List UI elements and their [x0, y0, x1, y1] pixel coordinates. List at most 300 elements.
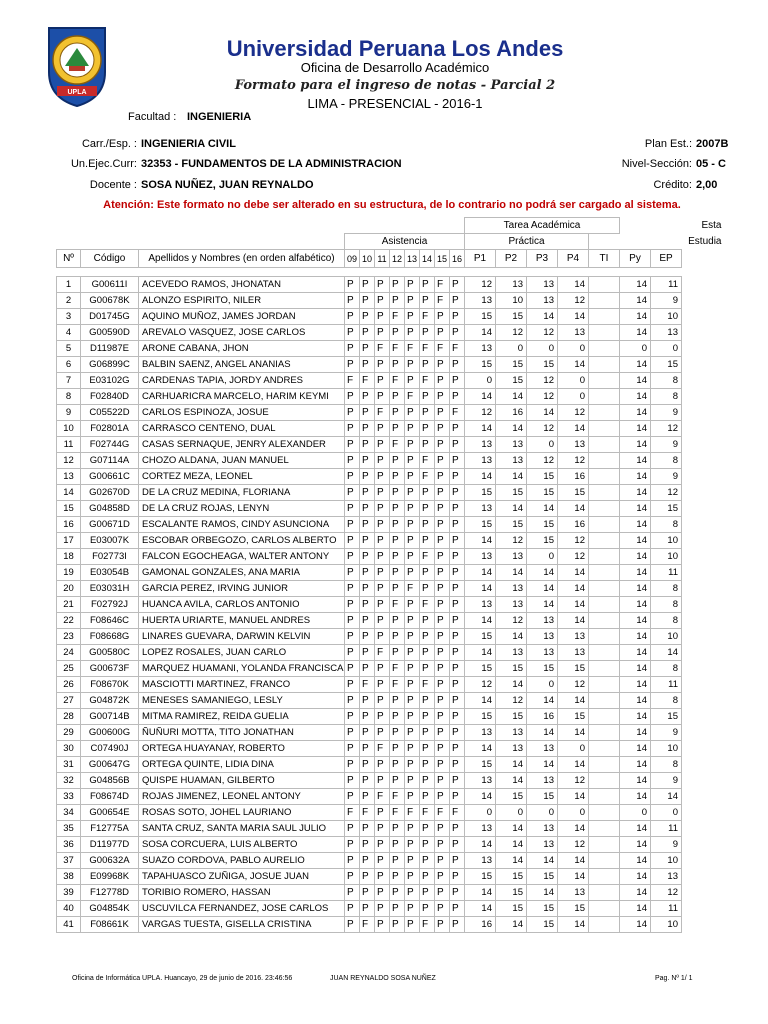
attendance-cell: P — [420, 901, 435, 917]
grade-p4: 14 — [558, 501, 589, 517]
attendance-cell: P — [405, 629, 420, 645]
attendance-cell: P — [345, 437, 360, 453]
grade-p2: 12 — [496, 325, 527, 341]
grade-p4: 12 — [558, 549, 589, 565]
grade-p3: 14 — [527, 853, 558, 869]
attendance-cell: P — [420, 325, 435, 341]
grade-py: 14 — [620, 837, 651, 853]
attendance-cell: P — [450, 309, 465, 325]
grade-ti — [589, 405, 620, 421]
estado-cell — [682, 917, 722, 933]
attendance-cell: P — [375, 821, 390, 837]
student-name: LINARES GUEVARA, DARWIN KELVIN — [139, 629, 345, 645]
grade-ti — [589, 645, 620, 661]
grade-py: 14 — [620, 901, 651, 917]
grade-p4: 12 — [558, 405, 589, 421]
grade-py: 14 — [620, 309, 651, 325]
student-name: ORTEGA QUINTE, LIDIA DINA — [139, 757, 345, 773]
attendance-cell: P — [375, 549, 390, 565]
estado-header-1: Esta — [701, 220, 722, 231]
grade-py: 14 — [620, 453, 651, 469]
attendance-cell: P — [345, 869, 360, 885]
attendance-cell: P — [390, 613, 405, 629]
student-name: DE LA CRUZ MEDINA, FLORIANA — [139, 485, 345, 501]
grade-p4: 14 — [558, 693, 589, 709]
grade-p2: 13 — [496, 581, 527, 597]
estado-cell — [682, 885, 722, 901]
grade-p3: 0 — [527, 805, 558, 821]
row-num: 20 — [57, 581, 81, 597]
attendance-cell: P — [360, 901, 375, 917]
grade-py: 14 — [620, 421, 651, 437]
attendance-cell: P — [375, 293, 390, 309]
attendance-cell: P — [405, 453, 420, 469]
attendance-cell: P — [360, 773, 375, 789]
attendance-cell: P — [360, 293, 375, 309]
student-name: QUISPE HUAMAN, GILBERTO — [139, 773, 345, 789]
attendance-cell: P — [405, 277, 420, 293]
attendance-cell: P — [450, 453, 465, 469]
attendance-cell: P — [405, 709, 420, 725]
attendance-cell: F — [390, 661, 405, 677]
attendance-cell: P — [435, 581, 450, 597]
grade-p2: 14 — [496, 821, 527, 837]
grade-p4: 14 — [558, 853, 589, 869]
grade-py: 14 — [620, 773, 651, 789]
form-title: Formato para el ingreso de notas - Parcial 2 — [234, 78, 556, 93]
student-name: MENESES SAMANIEGO, LESLY — [139, 693, 345, 709]
table-row — [57, 549, 722, 565]
attendance-cell: F — [420, 549, 435, 565]
attendance-cell: P — [390, 485, 405, 501]
attendance-cell: P — [375, 533, 390, 549]
grade-p3: 14 — [527, 309, 558, 325]
estado-cell — [682, 357, 722, 373]
row-num: 37 — [57, 853, 81, 869]
attendance-cell: P — [375, 485, 390, 501]
attendance-cell: P — [375, 613, 390, 629]
attendance-cell: P — [420, 741, 435, 757]
attendance-cell: F — [345, 805, 360, 821]
grade-p4: 14 — [558, 917, 589, 933]
attendance-cell: P — [405, 869, 420, 885]
attendance-cell: P — [345, 565, 360, 581]
grade-p4: 14 — [558, 757, 589, 773]
attendance-cell: P — [405, 901, 420, 917]
grade-py: 14 — [620, 885, 651, 901]
attendance-cell: P — [345, 469, 360, 485]
student-code: F08661K — [81, 917, 139, 933]
attendance-cell: P — [420, 757, 435, 773]
table-row — [57, 869, 722, 885]
attendance-cell: P — [405, 677, 420, 693]
grade-ep: 9 — [651, 293, 682, 309]
table-row — [57, 757, 722, 773]
grade-p3: 14 — [527, 405, 558, 421]
student-name: SUAZO CORDOVA, PABLO AURELIO — [139, 853, 345, 869]
table-row — [57, 837, 722, 853]
attendance-cell: P — [450, 645, 465, 661]
grade-ti — [589, 469, 620, 485]
attendance-cell: F — [405, 581, 420, 597]
table-row — [57, 629, 722, 645]
grade-p3: 13 — [527, 821, 558, 837]
table-row — [57, 709, 722, 725]
grade-p1: 14 — [465, 613, 496, 629]
attendance-cell: P — [390, 453, 405, 469]
attendance-cell: P — [420, 293, 435, 309]
estado-cell — [682, 469, 722, 485]
grade-p1: 14 — [465, 533, 496, 549]
grade-ti — [589, 693, 620, 709]
attendance-cell: P — [420, 645, 435, 661]
attendance-cell: F — [420, 677, 435, 693]
row-num: 30 — [57, 741, 81, 757]
grade-ti — [589, 389, 620, 405]
grade-ep: 9 — [651, 773, 682, 789]
grade-p2: 13 — [496, 597, 527, 613]
student-name: DE LA CRUZ ROJAS, LENYN — [139, 501, 345, 517]
row-num: 15 — [57, 501, 81, 517]
attendance-cell: P — [345, 821, 360, 837]
table-row — [57, 533, 722, 549]
attendance-cell: P — [345, 309, 360, 325]
grade-p3: 14 — [527, 725, 558, 741]
attendance-cell: P — [450, 741, 465, 757]
grade-p4: 14 — [558, 613, 589, 629]
grade-p1: 14 — [465, 325, 496, 341]
estado-cell — [682, 693, 722, 709]
attendance-cell: P — [345, 341, 360, 357]
attendance-cell: P — [450, 693, 465, 709]
attendance-cell: P — [375, 725, 390, 741]
attendance-cell: P — [375, 453, 390, 469]
attendance-cell: F — [375, 405, 390, 421]
credito-label: Crédito: — [653, 179, 692, 191]
estado-cell — [682, 725, 722, 741]
grade-p4: 12 — [558, 453, 589, 469]
attendance-cell: F — [390, 437, 405, 453]
estado-cell — [682, 645, 722, 661]
attendance-cell: P — [375, 773, 390, 789]
office-name: Oficina de Desarrollo Académico — [300, 60, 490, 75]
table-row — [57, 821, 722, 837]
estado-cell — [682, 901, 722, 917]
attendance-cell: P — [345, 549, 360, 565]
grade-ti — [589, 773, 620, 789]
attendance-cell: P — [450, 885, 465, 901]
attendance-cell: P — [345, 645, 360, 661]
attendance-cell: P — [375, 677, 390, 693]
grade-ep: 11 — [651, 677, 682, 693]
estado-cell — [682, 341, 722, 357]
facultad-label: Facultad : — [128, 111, 177, 123]
attendance-cell: P — [420, 421, 435, 437]
attendance-cell: P — [360, 277, 375, 293]
table-row — [57, 677, 722, 693]
grade-ti — [589, 565, 620, 581]
student-name: FALCON EGOCHEAGA, WALTER ANTONY — [139, 549, 345, 565]
attendance-cell: P — [360, 357, 375, 373]
student-name: ESCALANTE RAMOS, CINDY ASUNCIONA — [139, 517, 345, 533]
grade-p2: 15 — [496, 517, 527, 533]
grade-p4: 14 — [558, 597, 589, 613]
grade-ep: 8 — [651, 581, 682, 597]
grade-p3: 13 — [527, 629, 558, 645]
attendance-cell: P — [345, 501, 360, 517]
attendance-cell: P — [405, 421, 420, 437]
table-row — [57, 389, 722, 405]
attendance-cell: P — [435, 549, 450, 565]
attendance-cell: F — [420, 341, 435, 357]
grade-p2: 14 — [496, 629, 527, 645]
attendance-cell: P — [360, 757, 375, 773]
attendance-cell: P — [450, 661, 465, 677]
attendance-cell: P — [405, 597, 420, 613]
attendance-cell: P — [450, 373, 465, 389]
student-name: CASAS SERNAQUE, JENRY ALEXANDER — [139, 437, 345, 453]
attendance-cell: P — [405, 661, 420, 677]
col-week: 14 — [420, 250, 435, 268]
grade-p1: 14 — [465, 885, 496, 901]
attendance-cell: P — [360, 325, 375, 341]
grade-ep: 11 — [651, 901, 682, 917]
attendance-cell: P — [420, 773, 435, 789]
attendance-cell: F — [435, 293, 450, 309]
attendance-cell: P — [420, 501, 435, 517]
estado-cell — [682, 789, 722, 805]
attendance-cell: P — [450, 677, 465, 693]
attendance-cell: P — [360, 629, 375, 645]
grade-py: 14 — [620, 549, 651, 565]
attendance-cell: P — [450, 917, 465, 933]
attendance-cell: P — [450, 501, 465, 517]
student-code: G00632A — [81, 853, 139, 869]
student-name: MITMA RAMIREZ, REIDA GUELIA — [139, 709, 345, 725]
col-week: 16 — [450, 250, 465, 268]
grade-ep: 8 — [651, 453, 682, 469]
attendance-cell: P — [405, 549, 420, 565]
grade-py: 14 — [620, 789, 651, 805]
grade-ep: 12 — [651, 485, 682, 501]
attendance-cell: P — [450, 725, 465, 741]
col-week: 13 — [405, 250, 420, 268]
attendance-cell: F — [420, 309, 435, 325]
attendance-cell: P — [390, 565, 405, 581]
grade-ti — [589, 501, 620, 517]
attendance-cell: P — [435, 613, 450, 629]
grade-p1: 13 — [465, 725, 496, 741]
student-code: F08670K — [81, 677, 139, 693]
attendance-cell: P — [450, 325, 465, 341]
attendance-cell: P — [405, 917, 420, 933]
plan-label: Plan Est.: — [644, 138, 692, 150]
attendance-cell: P — [375, 901, 390, 917]
attendance-cell: P — [360, 549, 375, 565]
footer-teacher: JUAN REYNALDO SOSA NUÑEZ — [330, 975, 436, 982]
attendance-cell: F — [435, 341, 450, 357]
attendance-cell: P — [450, 469, 465, 485]
student-name: MASCIOTTI MARTINEZ, FRANCO — [139, 677, 345, 693]
grade-py: 14 — [620, 517, 651, 533]
student-name: ACEVEDO RAMOS, JHONATAN — [139, 277, 345, 293]
grade-py: 14 — [620, 709, 651, 725]
row-num: 32 — [57, 773, 81, 789]
grade-p4: 14 — [558, 821, 589, 837]
grade-ti — [589, 597, 620, 613]
estado-cell — [682, 437, 722, 453]
student-code: E03102G — [81, 373, 139, 389]
grade-p1: 13 — [465, 853, 496, 869]
grade-ti — [589, 613, 620, 629]
table-row — [57, 517, 722, 533]
attendance-cell: P — [435, 885, 450, 901]
grade-ti — [589, 821, 620, 837]
estado-cell — [682, 805, 722, 821]
attendance-cell: P — [360, 725, 375, 741]
grade-py: 14 — [620, 357, 651, 373]
unidad-value: 32353 - FUNDAMENTOS DE LA ADMINISTRACION — [141, 158, 402, 170]
table-row — [57, 885, 722, 901]
attendance-cell: P — [435, 821, 450, 837]
attendance-cell: P — [420, 533, 435, 549]
attendance-cell: P — [450, 437, 465, 453]
student-code: G04856B — [81, 773, 139, 789]
attendance-cell: P — [375, 693, 390, 709]
attendance-cell: P — [345, 661, 360, 677]
estado-cell — [682, 709, 722, 725]
attendance-cell: P — [450, 629, 465, 645]
grade-py: 14 — [620, 501, 651, 517]
attendance-cell: P — [435, 917, 450, 933]
col-p4: P4 — [558, 250, 589, 268]
student-code: D11977D — [81, 837, 139, 853]
grade-p4: 0 — [558, 341, 589, 357]
estado-cell — [682, 517, 722, 533]
col-week: 09 — [345, 250, 360, 268]
grade-p4: 13 — [558, 437, 589, 453]
grade-p1: 16 — [465, 917, 496, 933]
grade-ti — [589, 677, 620, 693]
attendance-cell: P — [345, 837, 360, 853]
attendance-cell: P — [390, 389, 405, 405]
attendance-cell: P — [345, 741, 360, 757]
grade-p3: 14 — [527, 501, 558, 517]
grade-ep: 8 — [651, 389, 682, 405]
attendance-cell: P — [390, 533, 405, 549]
estado-header-2: Estudia — [688, 236, 722, 247]
unidad-label: Un.Ejec.Curr: — [70, 158, 137, 170]
grade-py: 0 — [620, 341, 651, 357]
grade-p1: 12 — [465, 405, 496, 421]
grade-p2: 15 — [496, 789, 527, 805]
attendance-cell: P — [360, 341, 375, 357]
row-num: 12 — [57, 453, 81, 469]
asistencia-header: Asistencia — [345, 234, 465, 250]
grade-ti — [589, 549, 620, 565]
grade-p2: 12 — [496, 613, 527, 629]
grade-p3: 13 — [527, 645, 558, 661]
attendance-cell: P — [450, 789, 465, 805]
grade-p4: 14 — [558, 725, 589, 741]
attendance-cell: P — [360, 613, 375, 629]
attendance-cell: F — [390, 789, 405, 805]
grade-p3: 16 — [527, 709, 558, 725]
col-week: 11 — [375, 250, 390, 268]
attendance-cell: P — [375, 597, 390, 613]
table-row — [57, 645, 722, 661]
grade-p2: 14 — [496, 757, 527, 773]
attendance-cell: P — [420, 517, 435, 533]
attendance-cell: P — [345, 389, 360, 405]
student-name: GAMONAL GONZALES, ANA MARIA — [139, 565, 345, 581]
attendance-cell: P — [390, 757, 405, 773]
table-row — [57, 565, 722, 581]
attendance-cell: P — [450, 821, 465, 837]
grade-p3: 13 — [527, 293, 558, 309]
grade-p1: 14 — [465, 581, 496, 597]
attendance-cell: P — [360, 485, 375, 501]
col-week: 10 — [360, 250, 375, 268]
student-name: MARQUEZ HUAMANI, YOLANDA FRANCISCA — [139, 661, 345, 677]
attendance-cell: P — [420, 357, 435, 373]
grade-p4: 12 — [558, 293, 589, 309]
grade-p1: 14 — [465, 741, 496, 757]
row-num: 13 — [57, 469, 81, 485]
attendance-cell: P — [405, 741, 420, 757]
row-num: 1 — [57, 277, 81, 293]
row-num: 27 — [57, 693, 81, 709]
grade-p3: 15 — [527, 917, 558, 933]
grade-p4: 16 — [558, 469, 589, 485]
row-num: 22 — [57, 613, 81, 629]
table-row — [57, 725, 722, 741]
student-name: VARGAS TUESTA, GISELLA CRISTINA — [139, 917, 345, 933]
grade-p3: 15 — [527, 869, 558, 885]
grade-py: 0 — [620, 805, 651, 821]
grade-p3: 12 — [527, 421, 558, 437]
grade-p4: 14 — [558, 789, 589, 805]
grade-ep: 14 — [651, 645, 682, 661]
grade-p1: 13 — [465, 437, 496, 453]
attendance-cell: P — [390, 741, 405, 757]
attendance-cell: P — [450, 517, 465, 533]
grade-ep: 8 — [651, 373, 682, 389]
student-name: CARLOS ESPINOZA, JOSUE — [139, 405, 345, 421]
student-code: F02744G — [81, 437, 139, 453]
grade-ti — [589, 357, 620, 373]
attendance-cell: P — [450, 357, 465, 373]
grade-p4: 0 — [558, 805, 589, 821]
grade-p1: 13 — [465, 597, 496, 613]
attendance-cell: P — [360, 869, 375, 885]
attendance-cell: P — [390, 869, 405, 885]
row-num: 39 — [57, 885, 81, 901]
grade-p1: 13 — [465, 341, 496, 357]
grade-ep: 10 — [651, 309, 682, 325]
attendance-cell: P — [375, 565, 390, 581]
estado-cell — [682, 677, 722, 693]
grade-p4: 14 — [558, 565, 589, 581]
grade-ti — [589, 277, 620, 293]
grade-ep: 8 — [651, 517, 682, 533]
student-code: E03031H — [81, 581, 139, 597]
grade-ep: 0 — [651, 805, 682, 821]
attendance-cell: P — [345, 421, 360, 437]
grade-p1: 15 — [465, 485, 496, 501]
table-row — [57, 469, 722, 485]
attendance-cell: P — [405, 789, 420, 805]
